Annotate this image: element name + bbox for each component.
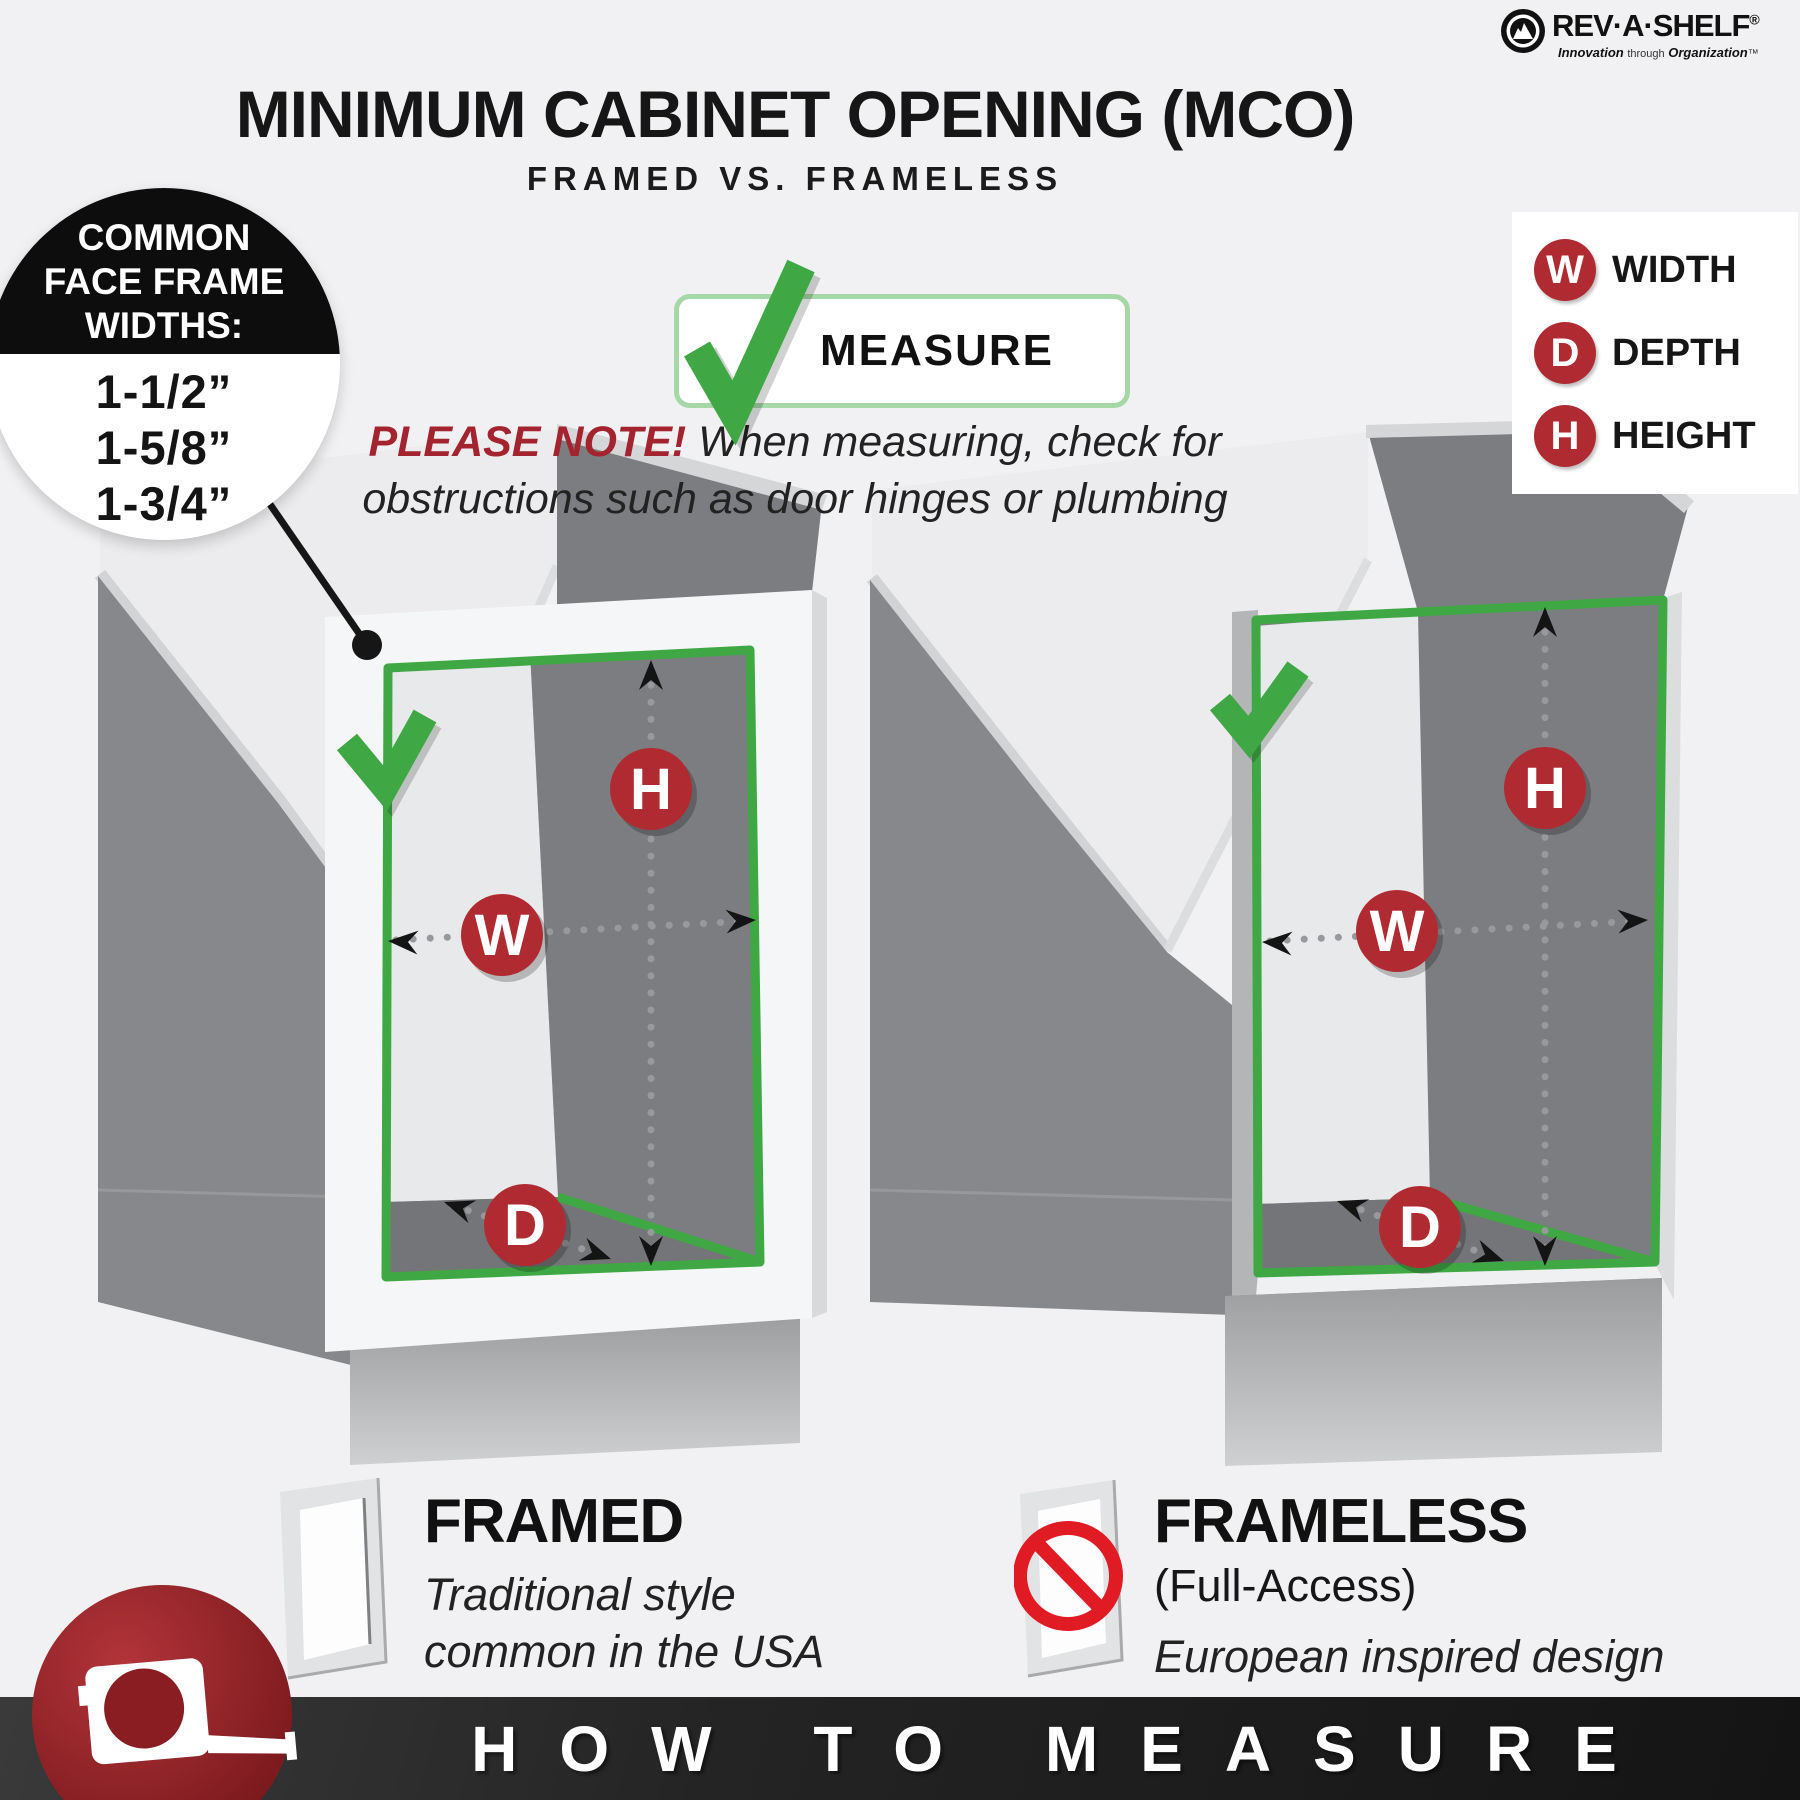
cabinet-framed-illustration: [95, 424, 827, 1465]
height-marker-letter: H: [630, 757, 672, 822]
legend-row-width: [1534, 239, 1798, 301]
registered-mark: ®: [1749, 11, 1759, 28]
frameless-section-title: FRAMELESS: [1154, 1487, 1528, 1556]
badge-heading-line2: FACE FRAME: [43, 261, 285, 302]
badge-heading-line1: COMMON: [77, 217, 251, 258]
framed-desc-line1: Traditional style: [424, 1569, 736, 1620]
page-subtitle: FRAMED VS. FRAMELESS: [526, 160, 1064, 197]
width-legend-icon: W: [1534, 239, 1596, 301]
height-legend-label: HEIGHT: [1612, 414, 1756, 457]
depth-marker-letter: D: [1399, 1195, 1441, 1260]
note-highlight: PLEASE NOTE!: [368, 418, 687, 466]
brand-tagline: Innovation through Organization™: [1557, 45, 1759, 60]
rev-a-shelf-logo-icon: [1500, 8, 1546, 54]
depth-legend-label: DEPTH: [1612, 331, 1741, 374]
legend-row-height: [1534, 405, 1798, 467]
frameless-section-description: European inspired design: [1154, 1631, 1665, 1682]
measure-label: MEASURE: [819, 326, 1055, 375]
depth-legend-icon: D: [1534, 322, 1596, 384]
framed-section-title: FRAMED: [424, 1487, 684, 1556]
depth-marker-letter: D: [504, 1193, 546, 1258]
legend-row-depth: [1534, 322, 1798, 384]
width-value: 1-5/8”: [95, 421, 233, 474]
badge-heading-line3: WIDTHS:: [84, 305, 244, 346]
face-frame-pointer-dot: [352, 630, 382, 660]
footer-title: HOW TO MEASURE: [471, 1712, 1659, 1785]
frameless-cabinet-icon: [1014, 1476, 1130, 1682]
height-legend-icon: H: [1534, 405, 1596, 467]
note-text1: When measuring, check for: [686, 418, 1222, 466]
tape-hook: [285, 1731, 297, 1760]
measure-check-icon: [600, 230, 860, 460]
tape-measure-badge: [30, 1582, 300, 1800]
framed-section-description: [424, 1566, 824, 1680]
dimension-legend: [1512, 212, 1798, 494]
brand-logo: [1500, 8, 1800, 60]
height-marker-letter: H: [1524, 756, 1566, 821]
width-value: 1-1/2”: [95, 365, 233, 418]
tape-clip: [78, 1685, 90, 1706]
frameless-toe-kick: [1225, 1278, 1662, 1466]
width-value: 1-3/4”: [95, 477, 233, 530]
frame-opening: [300, 1498, 370, 1660]
width-marker-letter: W: [474, 903, 530, 968]
cabinet-frameless-illustration: [870, 419, 1694, 1466]
framed-desc-line2: common in the USA: [424, 1626, 825, 1677]
width-legend-label: WIDTH: [1612, 248, 1737, 291]
framed-right-edge: [812, 590, 827, 1318]
width-marker-letter: W: [1369, 899, 1425, 964]
brand-name: REV·A·SHELF®: [1552, 8, 1759, 43]
note-line2: obstructions such as door hinges or plumbing: [362, 475, 1228, 523]
page-title: MINIMUM CABINET OPENING (MCO): [235, 77, 1355, 151]
frameless-section-subtitle: (Full-Access): [1154, 1560, 1417, 1611]
